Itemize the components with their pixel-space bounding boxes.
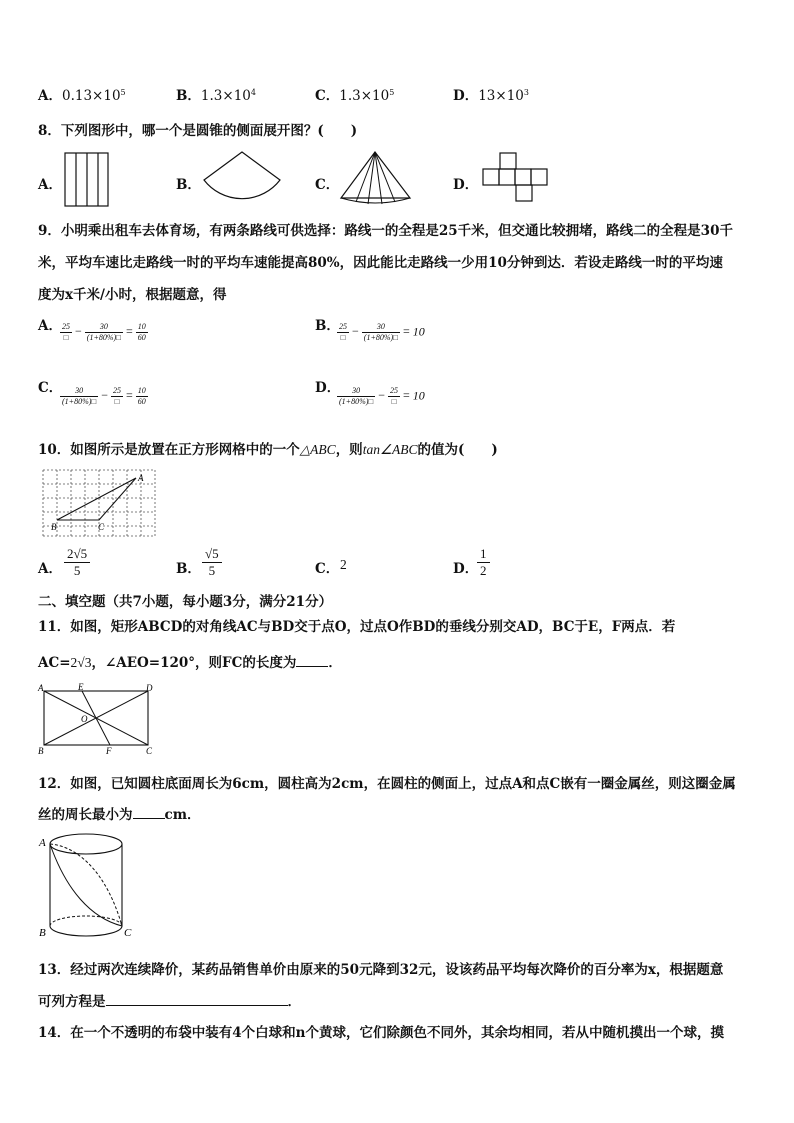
q13-stem-line1: 13．经过两次连续降价，某药品销售单价由原来的50元降到32元，设该药品平均每次降价的百分率为x，根据题意 [38,962,724,978]
q9-stem-line3: 度为x千米/小时，根据题意，得 [38,287,227,303]
minus-sign: − [75,324,82,339]
minus-sign: − [101,388,109,403]
label-c: C [98,522,105,532]
exponent: 5 [120,88,126,97]
numerator: 30 [337,386,375,397]
denominator: 2 [480,563,487,578]
q10-b-label: B． [176,561,201,577]
q10-d-value [477,546,490,579]
option-text: 1.3×10 [339,88,390,104]
stem-text: 的值为( ) [417,442,498,458]
q7-option-a [38,84,126,104]
q8-c-label: C． [315,177,340,193]
denominator: □ [63,333,69,342]
denominator: (1+80%)□ [86,333,122,342]
equals-sign: = [126,388,133,403]
value: 10 [412,388,425,403]
option-text: 13×10 [478,88,524,104]
label-o: O [81,714,88,724]
label-a: A [38,683,44,693]
option-text: 1.3×10 [200,88,251,104]
denominator: (1+80%)□ [363,333,399,342]
q9-a-label: A． [38,318,62,334]
q10-c-label: C． [315,561,340,577]
stem-text: ． [287,994,301,1010]
q12-cylinder-figure [36,830,140,942]
denominator: 5 [208,563,216,578]
q8-figure-a [64,152,110,208]
q12-stem-line1: 12．如图，已知圆柱底面周长为6cm，圆柱高为2cm，在圆柱的侧面上，过点A和点C嵌有一圈金属丝，则这圈金属 [38,776,736,792]
minus-sign: − [378,388,386,403]
q9-stem-line1: 9．小明乘出租车去体育场，有两条路线可供选择：路线一的全程是25千米，但交通比较拥堵，路线二的全程是30千 [38,223,733,239]
stem-text: ，∠AEO=120°，则FC的长度为 [91,655,297,671]
answer-blank [133,818,165,819]
q13-stem-line2 [38,990,301,1010]
option-label: D． [453,88,479,104]
root-expression: 2√3 [70,655,92,670]
q10-a-label: A． [38,561,62,577]
label-e: E [78,682,84,692]
section-heading-fill-in: 二、填空题（共7小题，每小题3分，满分21分） [38,594,333,610]
q11-rectangle-figure [36,682,158,758]
label-d: D [146,683,153,693]
q10-d-label: D． [453,561,479,577]
q10-grid-figure [38,466,160,542]
q8-figure-b-sector [198,150,288,200]
numerator: 25 [62,322,70,331]
stem-text: cm． [164,807,201,823]
q10-c-value: 2 [340,557,347,572]
q9-b-equation [337,322,425,343]
numerator: 1 [477,546,490,563]
numerator: 10 [137,322,146,331]
stem-text: 丝的周长最小为 [38,807,133,823]
q8-b-label: B． [176,177,201,193]
denominator: □ [114,397,120,406]
q9-b-label: B． [315,318,340,334]
q10-a-value [64,546,90,579]
denominator: □ [391,397,397,406]
numerator: 25 [339,322,347,331]
q9-c-label: C． [38,380,63,396]
option-label: B． [176,88,201,104]
stem-text: ． [328,655,342,671]
denominator: 5 [73,563,81,578]
value: 10 [412,324,425,339]
q11-stem-line1: 11．如图，矩形ABCD的对角线AC与BD交于点O，过点O作BD的垂线分别交AD，BC于E，F两点．若 [38,619,676,635]
numerator: 2√5 [64,546,90,563]
tangent-notation: tan∠ABC [362,442,418,457]
q8-stem: 8．下列图形中，哪一个是圆锥的侧面展开图？( ) [38,123,358,139]
equals-sign: = [403,388,410,403]
equals-sign: = [403,324,410,339]
q8-a-label: A． [38,177,62,193]
label-b: B [51,522,57,532]
q8-figure-c-pyramid-net [338,150,416,208]
triangle-notation: △ABC [299,442,336,457]
label-a: A [39,837,46,849]
equals-sign: = [126,324,133,339]
denominator: □ [340,333,346,342]
q7-option-c [315,84,394,104]
stem-text: ，则 [335,442,363,458]
numerator: 25 [390,386,399,395]
numerator: 30 [60,386,98,397]
exponent: 3 [523,88,529,97]
label-c: C [146,746,153,756]
stem-text: 可列方程是 [38,994,106,1010]
answer-blank [296,666,328,667]
q14-stem-line1: 14．在一个不透明的布袋中装有4个白球和n个黄球，它们除颜色不同外，其余均相同，若从中随机摸出一个球，摸 [38,1025,724,1041]
label-b: B [38,746,44,756]
option-text: 0.13×10 [61,88,121,104]
q10-stem [38,438,498,458]
exponent: 5 [389,88,395,97]
q11-stem-line2 [38,651,342,671]
q10-b-value [202,546,222,579]
numerator: 30 [85,322,123,333]
numerator: 30 [362,322,400,333]
numerator: 10 [137,386,146,395]
numerator: √5 [202,546,222,563]
option-label: C． [315,88,340,104]
exponent: 4 [250,88,256,97]
stem-text: 10．如图所示是放置在正方形网格中的一个 [38,442,300,458]
label-b: B [39,927,46,939]
minus-sign: − [352,324,359,339]
q9-c-equation [60,386,148,407]
label-f: F [106,746,112,756]
option-label: A． [38,88,62,104]
q7-option-b [176,84,256,104]
q12-stem-line2 [38,803,201,823]
answer-blank [106,1005,288,1006]
q8-d-label: D． [453,177,479,193]
denominator: (1+80%)□ [339,397,374,406]
denominator: 60 [137,333,146,342]
q9-d-equation [337,386,425,407]
label-a: A [138,473,144,483]
q9-a-equation [60,322,148,343]
q9-stem-line2: 米，平均车速比走路线一时的平均车速能提高80%，因此能比走路线一少用10分钟到达．若设走路线一时的平均速 [38,255,723,271]
q7-option-d [453,84,529,104]
stem-text: AC= [38,655,71,671]
q9-d-label: D． [315,380,341,396]
denominator: 60 [137,397,146,406]
numerator: 25 [113,386,122,395]
q8-figure-d-cube-net [480,152,552,204]
denominator: (1+80%)□ [62,397,97,406]
label-c: C [124,927,132,939]
